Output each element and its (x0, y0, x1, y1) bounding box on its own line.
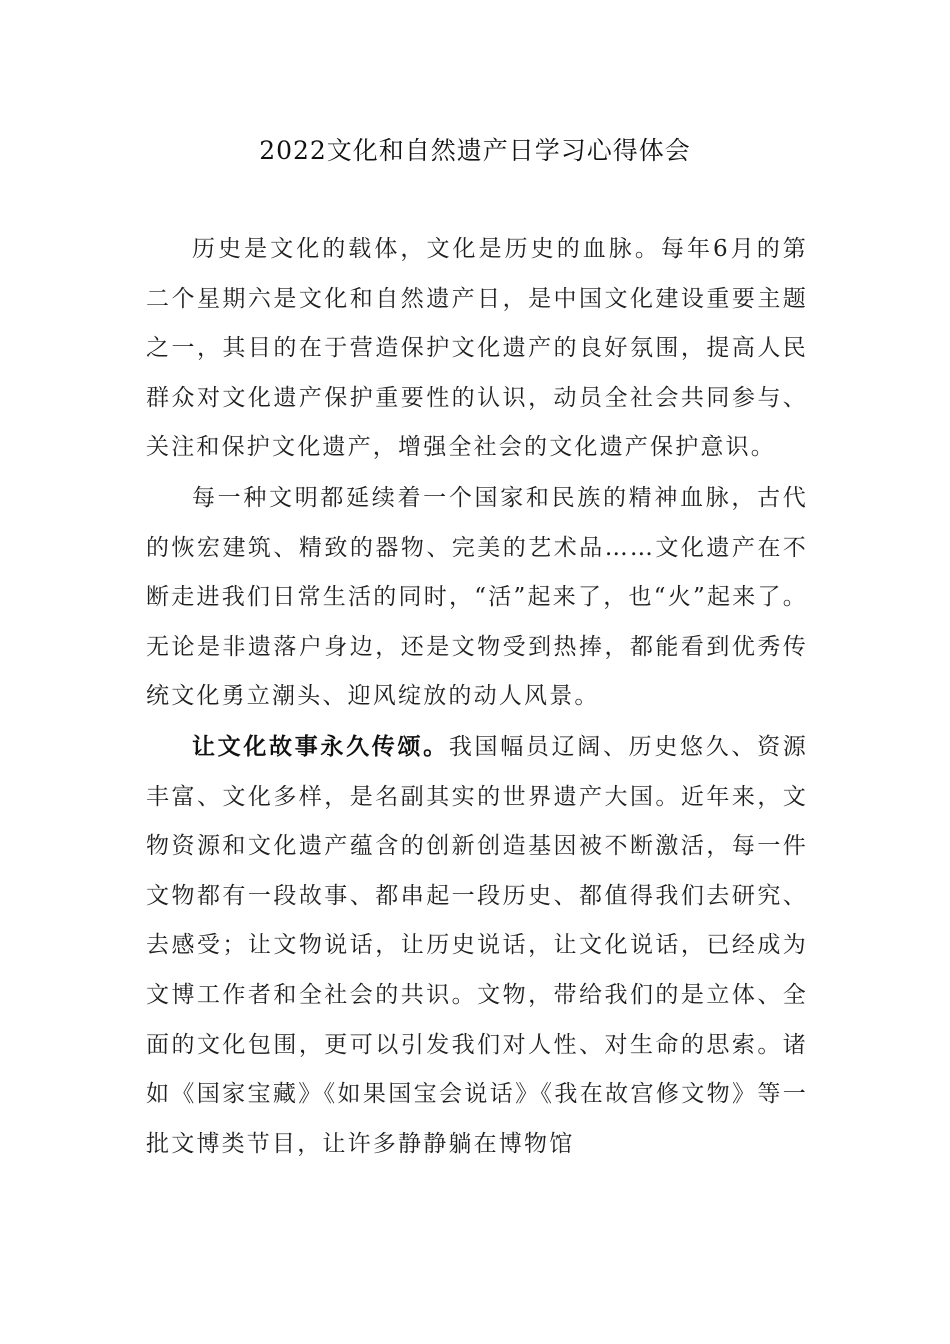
paragraph-1 (146, 224, 808, 473)
paragraph-2-text: 每一种文明都延续着一个国家和民族的精神血脉，古代的恢宏建筑、精致的器物、完美的艺术品……文化遗产在不断走进我们日常生活的同时，“活”起来了，也“火”起来了。无论是非遗落户身边，还是文物受到热捧，都能看到优秀传统文化勇立潮头、迎风绽放的动人风景。 (146, 484, 808, 710)
paragraph-3-lead: 让文化故事永久传颂。 (192, 732, 449, 760)
paragraph-1-text: 历史是文化的载体，文化是历史的血脉。每年6月的第二个星期六是文化和自然遗产日，是中国文化建设重要主题之一，其目的在于营造保护文化遗产的良好氛围，提高人民群众对文化遗产保护重要性的认识，动员全社会共同参与、关注和保护文化遗产，增强全社会的文化遗产保护意识。 (146, 236, 808, 461)
document-body (146, 224, 808, 1169)
paragraph-3 (146, 722, 808, 1169)
paragraph-2 (146, 473, 808, 722)
paragraph-3-text: 我国幅员辽阔、历史悠久、资源丰富、文化多样，是名副其实的世界遗产大国。近年来，文物资源和文化遗产蕴含的创新创造基因被不断激活，每一件文物都有一段故事、都串起一段历史、都值得我们去研究、去感受；让文物说话，让历史说话，让文化说话，已经成为文博工作者和全社会的共识。文物，带给我们的是立体、全面的文化包围，更可以引发我们对人性、对生命的思索。诸如《国家宝藏》《如果国宝会说话》《我在故宫修文物》等一批文博类节目，让许多静静躺在博物馆 (146, 733, 808, 1157)
document-title: 2022文化和自然遗产日学习心得体会 (259, 136, 691, 165)
